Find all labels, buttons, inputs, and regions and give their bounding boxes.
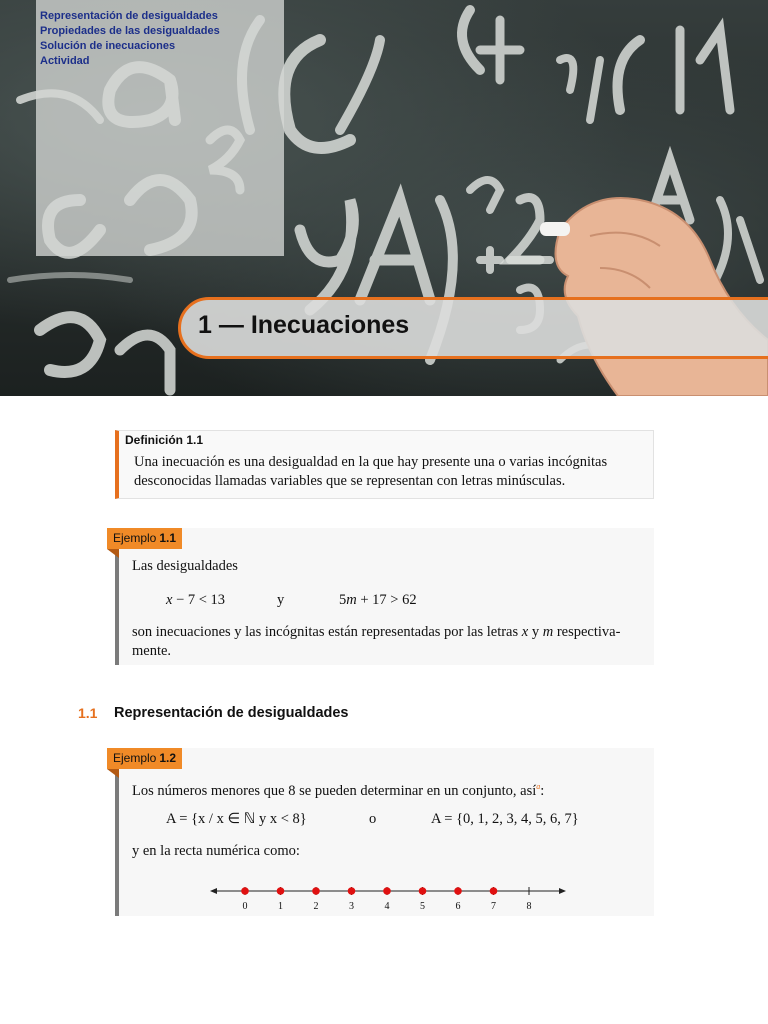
number-line-point (383, 887, 391, 895)
inequality-2 (339, 591, 417, 610)
conclusion-text-a: son inecuaciones y las incógnitas están representadas por las letras (132, 624, 522, 640)
number-line-tick-label: 8 (526, 901, 532, 912)
conclusion-var-m: m (542, 624, 554, 640)
set-notation-connector: o (369, 811, 377, 827)
example-box-1-1 (115, 528, 654, 665)
footnote-marker[interactable]: a (536, 782, 541, 791)
number-line-point (454, 887, 462, 895)
number-line-tick-label: 1 (278, 901, 283, 912)
number-line-tick-label: 6 (455, 901, 461, 912)
section-number: 1.1 (78, 705, 98, 721)
toc-link-propiedades[interactable]: Propiedades de las desigualdades (40, 25, 220, 37)
chapter-table-of-contents (36, 0, 284, 256)
chapter-name: Inecuaciones (250, 311, 410, 339)
chapter-dash: — (218, 311, 244, 339)
toc-link-solucion[interactable]: Solución de inecuaciones (40, 40, 176, 52)
example-box-1-2 (115, 748, 654, 916)
set-list-notation: A = {0, 1, 2, 3, 4, 5, 6, 7} (431, 811, 579, 827)
toc-link-representacion[interactable]: Representación de desigualdades (40, 10, 218, 22)
number-line-tick-label: 5 (420, 901, 425, 912)
number-line (209, 884, 569, 916)
example-conclusion-line-2: mente. (132, 643, 172, 659)
inequality-2-coefficient: 5 (339, 592, 347, 608)
example-tag-number: 1.1 (159, 531, 177, 545)
example-2-intro (132, 777, 544, 801)
number-line-point (419, 887, 427, 895)
chapter-banner (0, 0, 768, 396)
example-tag-fold (107, 769, 119, 778)
example-tag-word: Ejemplo (113, 751, 157, 765)
conclusion-text-b: respectiva- (553, 624, 621, 640)
number-line-tick-label: 7 (491, 901, 496, 912)
number-line-point (490, 887, 498, 895)
definition-label: Definición 1.1 (125, 433, 204, 447)
example-tag-number: 1.2 (159, 751, 177, 765)
number-line-tick-label: 4 (384, 901, 390, 912)
toc-link-actividad[interactable]: Actividad (40, 55, 90, 67)
inequality-1-variable: x (166, 592, 173, 608)
inequality-2-variable: m (346, 592, 357, 608)
number-line-point (348, 887, 356, 895)
definition-line-2: desconocidas llamadas variables que se representan con letras minúsculas. (134, 473, 566, 489)
number-line-point (277, 887, 285, 895)
conclusion-var-x: x (521, 624, 529, 640)
chapter-number: 1 (198, 311, 212, 339)
example-tag-word: Ejemplo (113, 531, 157, 545)
example-intro: Las desigualdades (132, 558, 238, 574)
example-tag-fold (107, 549, 119, 558)
inequality-1 (166, 591, 225, 610)
number-line-tick-label: 0 (242, 901, 248, 912)
inequality-1-rest: − 7 < 13 (172, 592, 226, 608)
set-builder-notation: A = {x / x ∈ ℕ y x < 8} (166, 811, 307, 827)
number-line-point (312, 887, 320, 895)
example-2-intro-end: : (540, 782, 545, 799)
conclusion-and: y (528, 624, 543, 640)
example-2-intro-text: Los números menores que 8 se pueden determinar en un conjunto, así (132, 782, 537, 799)
definition-box (115, 430, 654, 499)
definition-text (134, 453, 649, 491)
definition-line-1: Una inecuación es una desigualdad en la que hay presente una o varias incógnitas (134, 454, 608, 470)
inequality-connector: y (277, 592, 285, 608)
example-tag (107, 748, 182, 769)
number-line-tick-label: 3 (349, 901, 354, 912)
number-line-point (241, 887, 249, 895)
number-line-tick-label: 2 (313, 901, 319, 912)
chapter-title (198, 311, 409, 340)
number-line-intro: y en la recta numérica como: (132, 843, 300, 859)
section-title: Representación de desigualdades (114, 705, 349, 721)
example-conclusion-line-1 (132, 623, 620, 642)
example-tag (107, 528, 182, 549)
inequality-2-rest: + 17 > 62 (356, 592, 417, 608)
